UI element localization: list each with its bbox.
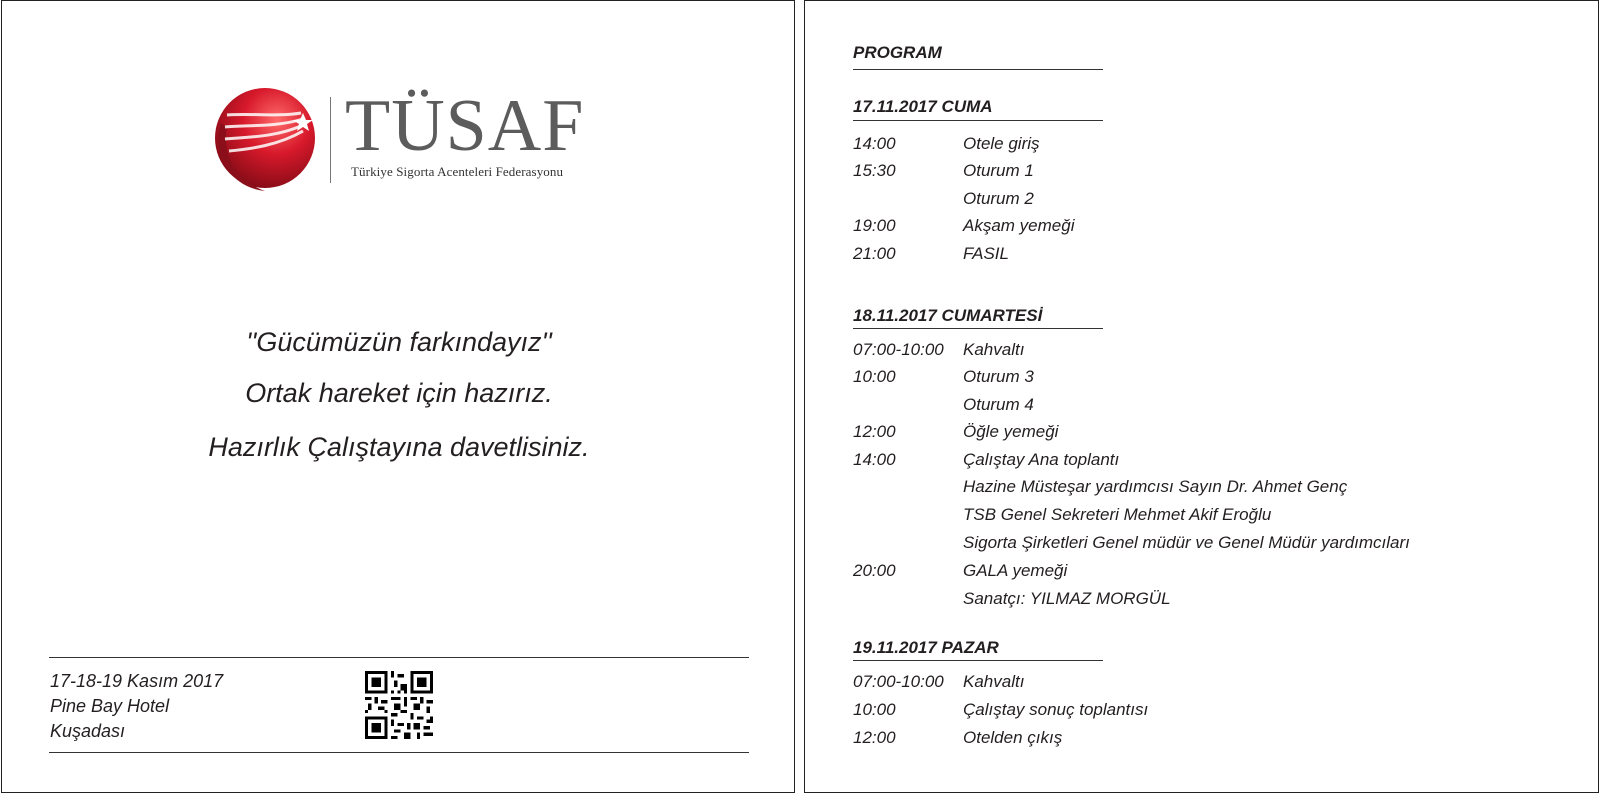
globe-star-logo-icon (207, 83, 319, 195)
schedule-item: Öğle yemeği (963, 422, 1059, 441)
schedule-time: 15:30 (853, 161, 896, 180)
event-venue: Pine Bay Hotel (50, 696, 170, 716)
slogan-line-1: ''Gücümüzün farkındayız'' (246, 327, 552, 357)
logo-divider (330, 97, 331, 183)
schedule-item: Hazine Müsteşar yardımcısı Sayın Dr. Ahmet Genç (963, 477, 1348, 496)
schedule-item: Oturum 4 (963, 395, 1034, 414)
event-city: Kuşadası (50, 721, 126, 741)
schedule-time: 10:00 (853, 367, 896, 386)
schedule-item: Kahvaltı (963, 340, 1025, 359)
info-bottom-rule (49, 752, 749, 753)
schedule-time: 14:00 (853, 134, 896, 153)
schedule-item: Sanatçı: YILMAZ MORGÜL (963, 589, 1171, 608)
slogan-line-2: Ortak hareket için hazırız. (245, 378, 553, 408)
schedule-time: 19:00 (853, 216, 896, 235)
schedule-item: Çalıştay sonuç toplantısı (963, 700, 1149, 719)
schedule-item: TSB Genel Sekreteri Mehmet Akif Eroğlu (963, 505, 1272, 524)
schedule-item: Akşam yemeği (963, 216, 1075, 235)
schedule-item: Otele giriş (963, 134, 1040, 153)
event-dates: 17-18-19 Kasım 2017 (50, 671, 224, 691)
schedule-time: 12:00 (853, 422, 896, 441)
schedule-item: Çalıştay Ana toplantı (963, 450, 1120, 469)
day-heading: 18.11.2017 CUMARTESİ (853, 306, 1043, 325)
schedule-item: Oturum 3 (963, 367, 1034, 386)
day-heading-rule (853, 328, 1103, 329)
schedule-time: 10:00 (853, 700, 896, 719)
day-heading: 19.11.2017 PAZAR (853, 638, 999, 657)
day-heading: 17.11.2017 CUMA (853, 97, 993, 116)
schedule-time: 20:00 (853, 561, 896, 580)
logo-subtitle: Türkiye Sigorta Acenteleri Federasyonu (351, 164, 564, 179)
schedule-time: 12:00 (853, 728, 896, 747)
schedule-item: Kahvaltı (963, 672, 1025, 691)
schedule-item: Otelden çıkış (963, 728, 1063, 747)
schedule-item: GALA yemeği (963, 561, 1068, 580)
slogan-line-3: Hazırlık Çalıştayına davetlisiniz. (208, 432, 590, 462)
info-top-rule (49, 657, 749, 658)
logo-wordmark: TÜSAF (345, 85, 585, 167)
program-title: PROGRAM (853, 43, 942, 62)
schedule-time: 07:00-10:00 (853, 340, 944, 359)
schedule-item: Oturum 2 (963, 189, 1034, 208)
invitation-front-panel (1, 0, 795, 793)
schedule-time: 21:00 (853, 244, 896, 263)
schedule-item: Sigorta Şirketleri Genel müdür ve Genel Müdür yardımcıları (963, 533, 1410, 552)
schedule-item: Oturum 1 (963, 161, 1034, 180)
schedule-time: 14:00 (853, 450, 896, 469)
day-heading-rule (853, 660, 1103, 661)
day-heading-rule (853, 120, 1103, 121)
schedule-item: FASIL (963, 244, 1009, 263)
schedule-time: 07:00-10:00 (853, 672, 944, 691)
program-title-rule (853, 69, 1103, 70)
qr-code-icon (365, 671, 433, 739)
